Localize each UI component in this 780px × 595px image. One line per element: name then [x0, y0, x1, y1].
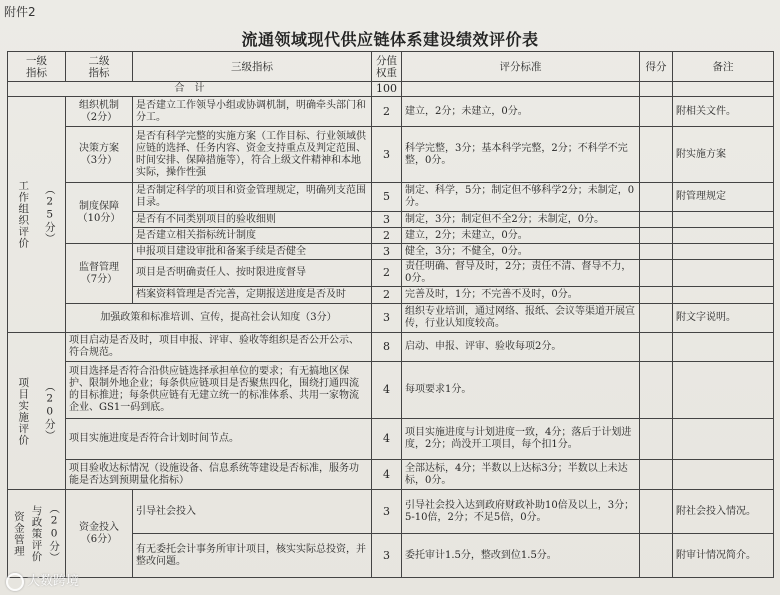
watermark-logo [6, 570, 79, 591]
remark-text: 附文字说明。 [673, 304, 774, 333]
level3-text: 加强政策和标准培训、宣传，提高社会认知度（3分） [66, 304, 372, 333]
header-level1: 一级 指标 [8, 52, 66, 82]
weight-value: 4 [372, 362, 402, 419]
criteria-text: 制定、科学，5分；制定但不够科学2分；未制定，0分。 [402, 183, 640, 212]
header-criteria: 评分标准 [402, 52, 640, 82]
total-label: 合 计 [8, 82, 372, 97]
watermark-text: 大数跨境 [27, 574, 80, 589]
criteria-text: 委托审计1.5分，整改到位1.5分。 [402, 534, 640, 578]
weight-value: 2 [372, 228, 402, 244]
level3-text: 是否建立相关指标统计制度 [133, 228, 372, 244]
criteria-text: 建立，2分；未建立，0分。 [402, 97, 640, 127]
total-row [8, 82, 774, 97]
score-cell [640, 419, 673, 460]
header-weight: 分值 权重 [372, 52, 402, 82]
section-work-organization: 工作组织评价 （25分） [8, 97, 66, 333]
criteria-text: 责任明确、督导及时，2分；责任不清、督导不力，0分。 [402, 260, 640, 287]
section-project-implementation: 项目实施评价 （20分） [8, 333, 66, 490]
remark-text: 附管理规定 [673, 183, 774, 212]
score-cell [640, 362, 673, 419]
level2-label: 决策方案 （3分） [79, 142, 119, 166]
criteria-text: 制定，3分；制定但不全2分；未制定，0分。 [402, 212, 640, 228]
weight-value: 3 [372, 244, 402, 260]
header-level2: 二级 指标 [66, 52, 133, 82]
table-row [8, 362, 774, 419]
attachment-label: 附件2 [4, 5, 36, 19]
level2-label: 监督管理 （7分） [79, 261, 119, 285]
table-row [8, 419, 774, 460]
header-row [8, 52, 774, 82]
criteria-text: 项目实施进度与计划进度一致，4分；落后于计划进度，2分；尚没开工项目，每个扣1分。 [402, 419, 640, 460]
page-title: 流通领域现代供应链体系建设绩效评价表 [241, 30, 539, 49]
table-row [8, 490, 774, 534]
level3-text: 是否有不同类别项目的验收细则 [133, 212, 372, 228]
criteria-text: 科学完整，3分；基本科学完整，2分；不科学不完整，0分。 [402, 127, 640, 183]
criteria-text: 建立，2分；未建立，0分。 [402, 228, 640, 244]
score-cell [640, 490, 673, 534]
table-row [8, 127, 774, 183]
remark-text: 附实施方案 [673, 127, 774, 183]
score-cell [640, 304, 673, 333]
level3-text: 引导社会投入 [133, 490, 372, 534]
level3-text: 是否制定科学的项目和资金管理规定，明确列支范围目录。 [133, 183, 372, 212]
table-row [8, 244, 774, 260]
level3-text: 项目选择是否符合沿供应链选择承担单位的要求；有无搞地区保护、限制外地企业；每条供应链项目是否聚焦四化，围绕打通四流的目标推进；每条供应链有无建立统一的标准体系、共用一家物流企业、GS1一码到底。 [66, 362, 372, 419]
table-row [8, 333, 774, 362]
weight-value: 4 [372, 419, 402, 460]
level3-text: 项目是否明确责任人、按时限进度督导 [133, 260, 372, 287]
table-row [8, 304, 774, 333]
header-score: 得分 [640, 52, 673, 82]
weight-value: 4 [372, 460, 402, 490]
score-cell [640, 260, 673, 287]
weight-value: 2 [372, 287, 402, 304]
level2-label: 组织机制 （2分） [79, 99, 119, 123]
remark-text: 附社会投入情况。 [673, 490, 774, 534]
criteria-text: 组织专业培训，通过网络、报纸、会议等渠道开展宣传，行业认知度较高。 [402, 304, 640, 333]
total-weight: 100 [372, 82, 402, 97]
score-cell [640, 460, 673, 490]
score-cell [640, 244, 673, 260]
score-cell [640, 534, 673, 578]
weight-value: 3 [372, 534, 402, 578]
table-row [8, 460, 774, 490]
level3-text: 申报项目建设审批和备案手续是否健全 [133, 244, 372, 260]
watermark-icon [6, 573, 24, 591]
weight-value: 2 [372, 97, 402, 127]
evaluation-table [7, 51, 774, 578]
remark-text: 附相关文件。 [673, 97, 774, 127]
level3-text: 档案资料管理是否完善，定期报送进度是否及时 [133, 287, 372, 304]
criteria-text: 全部达标，4分；半数以上达标3分；半数以上未达标，0分。 [402, 460, 640, 490]
remark-text: 附审计情况简介。 [673, 534, 774, 578]
weight-value: 3 [372, 127, 402, 183]
level2-label: 制度保障 （10分） [77, 201, 121, 224]
weight-value: 3 [372, 212, 402, 228]
score-cell [640, 97, 673, 127]
score-cell [640, 287, 673, 304]
level3-text: 项目实施进度是否符合计划时间节点。 [66, 419, 372, 460]
criteria-text: 每项要求1分。 [402, 362, 640, 419]
level2-label: 资金投入 （6分） [79, 521, 119, 545]
criteria-text: 健全，3分；不健全，0分。 [402, 244, 640, 260]
level3-text: 是否有科学完整的实施方案（工作目标、行业领域供应链的选择、任务内容、资金支持重点及判定范围、时间安排、保障措施等），符合上级文件精神和本地实际，操作性强 [133, 127, 372, 183]
table-row [8, 183, 774, 212]
score-cell [640, 127, 673, 183]
score-cell [640, 333, 673, 362]
score-cell [640, 212, 673, 228]
score-cell [640, 183, 673, 212]
section-fund-policy: 资金管理 与政策评价 （20分） [8, 490, 66, 578]
level3-text: 有无委托会计事务所审计项目，核实实际总投资，并整改问题。 [133, 534, 372, 578]
score-cell [640, 228, 673, 244]
criteria-text: 引导社会投入达到政府财政补助10倍及以上，3分；5-10倍，2分；不足5倍，0分。 [402, 490, 640, 534]
weight-value: 8 [372, 333, 402, 362]
weight-value: 3 [372, 490, 402, 534]
header-remarks: 备注 [673, 52, 774, 82]
header-level3: 三级指标 [133, 52, 372, 82]
level3-text: 项目验收达标情况（设施设备、信息系统等建设是否标准，服务功能是否达到预期量化指标） [66, 460, 372, 490]
weight-value: 5 [372, 183, 402, 212]
level3-text: 项目启动是否及时，项目申报、评审、验收等组织是否公开公示、符合规范。 [66, 333, 372, 362]
weight-value: 3 [372, 304, 402, 333]
weight-value: 2 [372, 260, 402, 287]
level3-text: 是否建立工作领导小组或协调机制，明确牵头部门和分工。 [133, 97, 372, 127]
criteria-text: 启动、申报、评审、验收每项2分。 [402, 333, 640, 362]
criteria-text: 完善及时，1分；不完善不及时，0分。 [402, 287, 640, 304]
table-row [8, 97, 774, 127]
